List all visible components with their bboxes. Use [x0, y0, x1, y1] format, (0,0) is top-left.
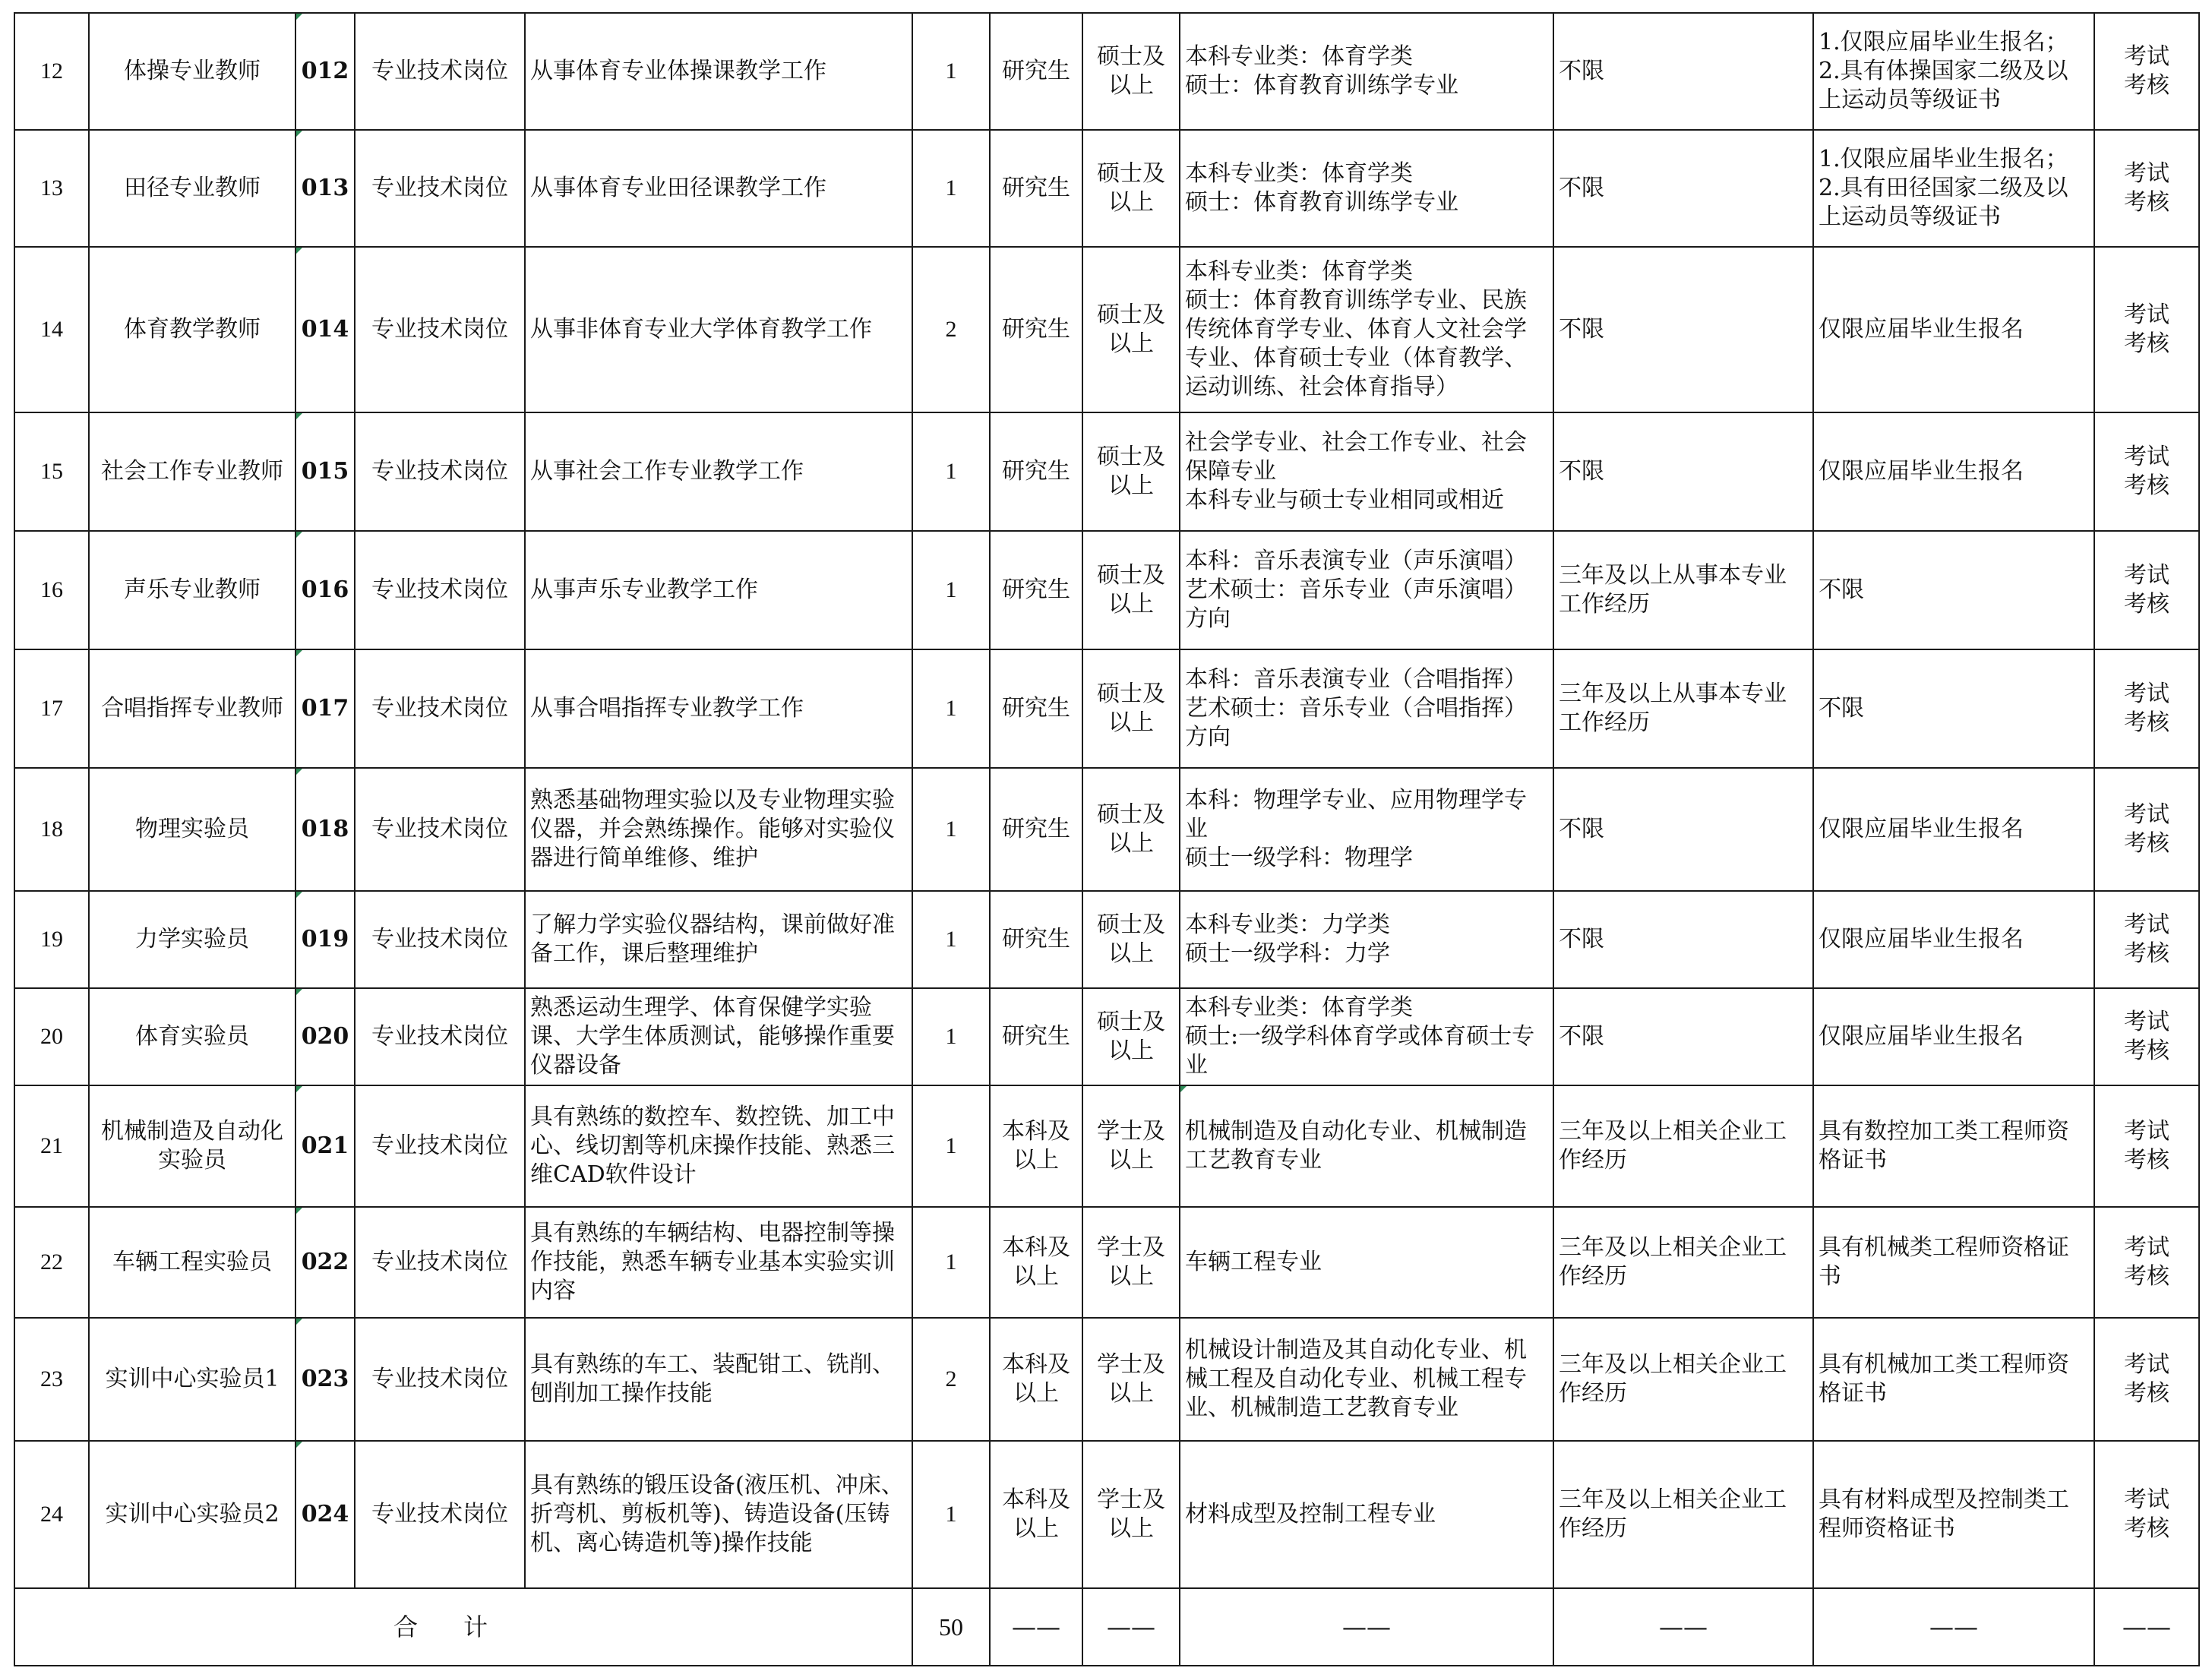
total-education: ——: [990, 1588, 1082, 1666]
other-requirement: 仅限应届毕业生报名: [1813, 412, 2094, 531]
exam-method: 考试 考核: [2094, 768, 2199, 891]
major-requirement: 社会学专业、社会工作专业、社会保障专业 本科专业与硕士专业相同或相近: [1180, 412, 1553, 531]
position-code: 024: [295, 1441, 355, 1588]
degree: 学士及 以上: [1082, 1085, 1180, 1207]
other-requirement: 仅限应届毕业生报名: [1813, 768, 2094, 891]
table-row: [14, 1207, 2199, 1318]
position-code: 017: [295, 649, 355, 768]
position-type: 专业技术岗位: [355, 1085, 525, 1207]
experience-requirement: 三年及以上相关企业工作经历: [1553, 1207, 1813, 1318]
position-title: 田径专业教师: [89, 130, 295, 247]
job-duty: 从事非体育专业大学体育教学工作: [525, 247, 912, 412]
row-number: 23: [14, 1318, 89, 1441]
hire-count: 1: [912, 130, 990, 247]
table-row: [14, 412, 2199, 531]
major-requirement: 本科专业类：体育学类 硕士:一级学科体育学或体育硕士专业: [1180, 988, 1553, 1085]
job-duty: 熟悉运动生理学、体育保健学实验课、大学生体质测试，能够操作重要仪器设备: [525, 988, 912, 1085]
experience-requirement: 不限: [1553, 768, 1813, 891]
row-number: 21: [14, 1085, 89, 1207]
experience-requirement: 三年及以上相关企业工作经历: [1553, 1085, 1813, 1207]
total-degree: ——: [1082, 1588, 1180, 1666]
position-type: 专业技术岗位: [355, 247, 525, 412]
table-body: [14, 13, 2199, 1666]
major-requirement: 本科：物理学专业、应用物理学专业 硕士一级学科：物理学: [1180, 768, 1553, 891]
other-requirement: 仅限应届毕业生报名: [1813, 891, 2094, 988]
education: 本科及 以上: [990, 1207, 1082, 1318]
job-duty: 从事社会工作专业教学工作: [525, 412, 912, 531]
job-duty: 具有熟练的数控车、数控铣、加工中心、线切割等机床操作技能、熟悉三维CAD软件设计: [525, 1085, 912, 1207]
row-number: 24: [14, 1441, 89, 1588]
position-title: 体育教学教师: [89, 247, 295, 412]
job-duty: 从事合唱指挥专业教学工作: [525, 649, 912, 768]
position-type: 专业技术岗位: [355, 1207, 525, 1318]
total-label: 合计: [14, 1588, 912, 1666]
exam-method: 考试 考核: [2094, 130, 2199, 247]
position-type: 专业技术岗位: [355, 412, 525, 531]
major-requirement: 机械设计制造及其自动化专业、机械工程及自动化专业、机械工程专业、机械制造工艺教育专业: [1180, 1318, 1553, 1441]
recruitment-table: [14, 12, 2200, 1666]
table-row: [14, 247, 2199, 412]
experience-requirement: 不限: [1553, 130, 1813, 247]
position-title: 声乐专业教师: [89, 531, 295, 649]
row-number: 20: [14, 988, 89, 1085]
exam-method: 考试 考核: [2094, 1318, 2199, 1441]
position-title: 力学实验员: [89, 891, 295, 988]
exam-method: 考试 考核: [2094, 1207, 2199, 1318]
experience-requirement: 三年及以上从事本专业工作经历: [1553, 531, 1813, 649]
position-code: 020: [295, 988, 355, 1085]
job-duty: 从事声乐专业教学工作: [525, 531, 912, 649]
row-number: 19: [14, 891, 89, 988]
position-type: 专业技术岗位: [355, 649, 525, 768]
table-row: [14, 13, 2199, 130]
hire-count: 1: [912, 891, 990, 988]
hire-count: 1: [912, 988, 990, 1085]
exam-method: 考试 考核: [2094, 412, 2199, 531]
degree: 学士及 以上: [1082, 1318, 1180, 1441]
experience-requirement: 三年及以上相关企业工作经历: [1553, 1318, 1813, 1441]
position-title: 实训中心实验员1: [89, 1318, 295, 1441]
position-code: 023: [295, 1318, 355, 1441]
degree: 硕士及 以上: [1082, 988, 1180, 1085]
hire-count: 1: [912, 13, 990, 130]
position-type: 专业技术岗位: [355, 130, 525, 247]
hire-count: 1: [912, 1441, 990, 1588]
other-requirement: 具有机械加工类工程师资格证书: [1813, 1318, 2094, 1441]
position-code: 012: [295, 13, 355, 130]
position-title: 机械制造及自动化实验员: [89, 1085, 295, 1207]
table-row: [14, 988, 2199, 1085]
degree: 硕士及 以上: [1082, 649, 1180, 768]
education: 研究生: [990, 412, 1082, 531]
hire-count: 1: [912, 768, 990, 891]
table-row: [14, 768, 2199, 891]
other-requirement: 1.仅限应届毕业生报名； 2.具有体操国家二级及以上运动员等级证书: [1813, 13, 2094, 130]
other-requirement: 不限: [1813, 649, 2094, 768]
other-requirement: 具有材料成型及控制类工程师资格证书: [1813, 1441, 2094, 1588]
position-title: 体育实验员: [89, 988, 295, 1085]
hire-count: 2: [912, 247, 990, 412]
hire-count: 1: [912, 1085, 990, 1207]
hire-count: 1: [912, 1207, 990, 1318]
experience-requirement: 三年及以上从事本专业工作经历: [1553, 649, 1813, 768]
other-requirement: 具有数控加工类工程师资格证书: [1813, 1085, 2094, 1207]
major-requirement: 机械制造及自动化专业、机械制造工艺教育专业: [1180, 1085, 1553, 1207]
major-requirement: 本科专业类：体育学类 硕士：体育教育训练学专业、民族传统体育学专业、体育人文社会学专业、体育硕士专业（体育教学、运动训练、社会体育指导）: [1180, 247, 1553, 412]
table-row: [14, 130, 2199, 247]
total-other: ——: [1813, 1588, 2094, 1666]
job-duty: 熟悉基础物理实验以及专业物理实验仪器，并会熟练操作。能够对实验仪器进行简单维修、维护: [525, 768, 912, 891]
job-duty: 具有熟练的车辆结构、电器控制等操作技能，熟悉车辆专业基本实验实训内容: [525, 1207, 912, 1318]
education: 研究生: [990, 649, 1082, 768]
degree: 硕士及 以上: [1082, 412, 1180, 531]
other-requirement: 不限: [1813, 531, 2094, 649]
degree: 硕士及 以上: [1082, 768, 1180, 891]
education: 研究生: [990, 130, 1082, 247]
position-code: 018: [295, 768, 355, 891]
row-number: 17: [14, 649, 89, 768]
job-duty: 具有熟练的锻压设备(液压机、冲床、折弯机、剪板机等)、铸造设备(压铸机、离心铸造机等)操作技能: [525, 1441, 912, 1588]
other-requirement: 具有机械类工程师资格证书: [1813, 1207, 2094, 1318]
total-method: ——: [2094, 1588, 2199, 1666]
row-number: 15: [14, 412, 89, 531]
education: 研究生: [990, 988, 1082, 1085]
job-duty: 了解力学实验仪器结构，课前做好准备工作，课后整理维护: [525, 891, 912, 988]
exam-method: 考试 考核: [2094, 649, 2199, 768]
education: 研究生: [990, 891, 1082, 988]
position-code: 021: [295, 1085, 355, 1207]
position-code: 014: [295, 247, 355, 412]
other-requirement: 仅限应届毕业生报名: [1813, 247, 2094, 412]
other-requirement: 1.仅限应届毕业生报名； 2.具有田径国家二级及以上运动员等级证书: [1813, 130, 2094, 247]
position-code: 022: [295, 1207, 355, 1318]
exam-method: 考试 考核: [2094, 1441, 2199, 1588]
major-requirement: 本科专业类：体育学类 硕士：体育教育训练学专业: [1180, 13, 1553, 130]
position-title: 合唱指挥专业教师: [89, 649, 295, 768]
experience-requirement: 三年及以上相关企业工作经历: [1553, 1441, 1813, 1588]
position-title: 社会工作专业教师: [89, 412, 295, 531]
position-type: 专业技术岗位: [355, 1441, 525, 1588]
position-type: 专业技术岗位: [355, 768, 525, 891]
experience-requirement: 不限: [1553, 13, 1813, 130]
experience-requirement: 不限: [1553, 891, 1813, 988]
degree: 硕士及 以上: [1082, 130, 1180, 247]
row-number: 12: [14, 13, 89, 130]
exam-method: 考试 考核: [2094, 1085, 2199, 1207]
row-number: 22: [14, 1207, 89, 1318]
table-row: [14, 1441, 2199, 1588]
position-code: 019: [295, 891, 355, 988]
major-requirement: 材料成型及控制工程专业: [1180, 1441, 1553, 1588]
total-experience: ——: [1553, 1588, 1813, 1666]
degree: 学士及 以上: [1082, 1207, 1180, 1318]
position-type: 专业技术岗位: [355, 891, 525, 988]
table-row: [14, 531, 2199, 649]
degree: 硕士及 以上: [1082, 13, 1180, 130]
position-code: 015: [295, 412, 355, 531]
degree: 硕士及 以上: [1082, 891, 1180, 988]
job-duty: 从事体育专业体操课教学工作: [525, 13, 912, 130]
education: 本科及 以上: [990, 1085, 1082, 1207]
hire-count: 1: [912, 649, 990, 768]
exam-method: 考试 考核: [2094, 891, 2199, 988]
position-type: 专业技术岗位: [355, 988, 525, 1085]
job-duty: 从事体育专业田径课教学工作: [525, 130, 912, 247]
position-code: 013: [295, 130, 355, 247]
exam-method: 考试 考核: [2094, 531, 2199, 649]
exam-method: 考试 考核: [2094, 247, 2199, 412]
position-type: 专业技术岗位: [355, 531, 525, 649]
other-requirement: 仅限应届毕业生报名: [1813, 988, 2094, 1085]
table-row: [14, 649, 2199, 768]
table-row: [14, 1318, 2199, 1441]
position-title: 体操专业教师: [89, 13, 295, 130]
position-type: 专业技术岗位: [355, 13, 525, 130]
education: 研究生: [990, 531, 1082, 649]
job-duty: 具有熟练的车工、装配钳工、铣削、刨削加工操作技能: [525, 1318, 912, 1441]
major-requirement: 本科：音乐表演专业（声乐演唱） 艺术硕士：音乐专业（声乐演唱）方向: [1180, 531, 1553, 649]
major-requirement: 本科专业类：体育学类 硕士：体育教育训练学专业: [1180, 130, 1553, 247]
education: 本科及 以上: [990, 1441, 1082, 1588]
position-title: 物理实验员: [89, 768, 295, 891]
position-code: 016: [295, 531, 355, 649]
hire-count: 1: [912, 531, 990, 649]
position-type: 专业技术岗位: [355, 1318, 525, 1441]
hire-count: 1: [912, 412, 990, 531]
education: 研究生: [990, 768, 1082, 891]
degree: 学士及 以上: [1082, 1441, 1180, 1588]
total-major: ——: [1180, 1588, 1553, 1666]
education: 研究生: [990, 13, 1082, 130]
experience-requirement: 不限: [1553, 412, 1813, 531]
exam-method: 考试 考核: [2094, 13, 2199, 130]
row-number: 14: [14, 247, 89, 412]
row-number: 13: [14, 130, 89, 247]
row-number: 18: [14, 768, 89, 891]
row-number: 16: [14, 531, 89, 649]
degree: 硕士及 以上: [1082, 531, 1180, 649]
experience-requirement: 不限: [1553, 988, 1813, 1085]
degree: 硕士及 以上: [1082, 247, 1180, 412]
total-count: 50: [912, 1588, 990, 1666]
experience-requirement: 不限: [1553, 247, 1813, 412]
major-requirement: 车辆工程专业: [1180, 1207, 1553, 1318]
table-row: [14, 1085, 2199, 1207]
major-requirement: 本科：音乐表演专业（合唱指挥） 艺术硕士：音乐专业（合唱指挥）方向: [1180, 649, 1553, 768]
total-row: [14, 1588, 2199, 1666]
education: 研究生: [990, 247, 1082, 412]
table-row: [14, 891, 2199, 988]
major-requirement: 本科专业类：力学类 硕士一级学科：力学: [1180, 891, 1553, 988]
exam-method: 考试 考核: [2094, 988, 2199, 1085]
hire-count: 2: [912, 1318, 990, 1441]
position-title: 实训中心实验员2: [89, 1441, 295, 1588]
education: 本科及 以上: [990, 1318, 1082, 1441]
position-title: 车辆工程实验员: [89, 1207, 295, 1318]
